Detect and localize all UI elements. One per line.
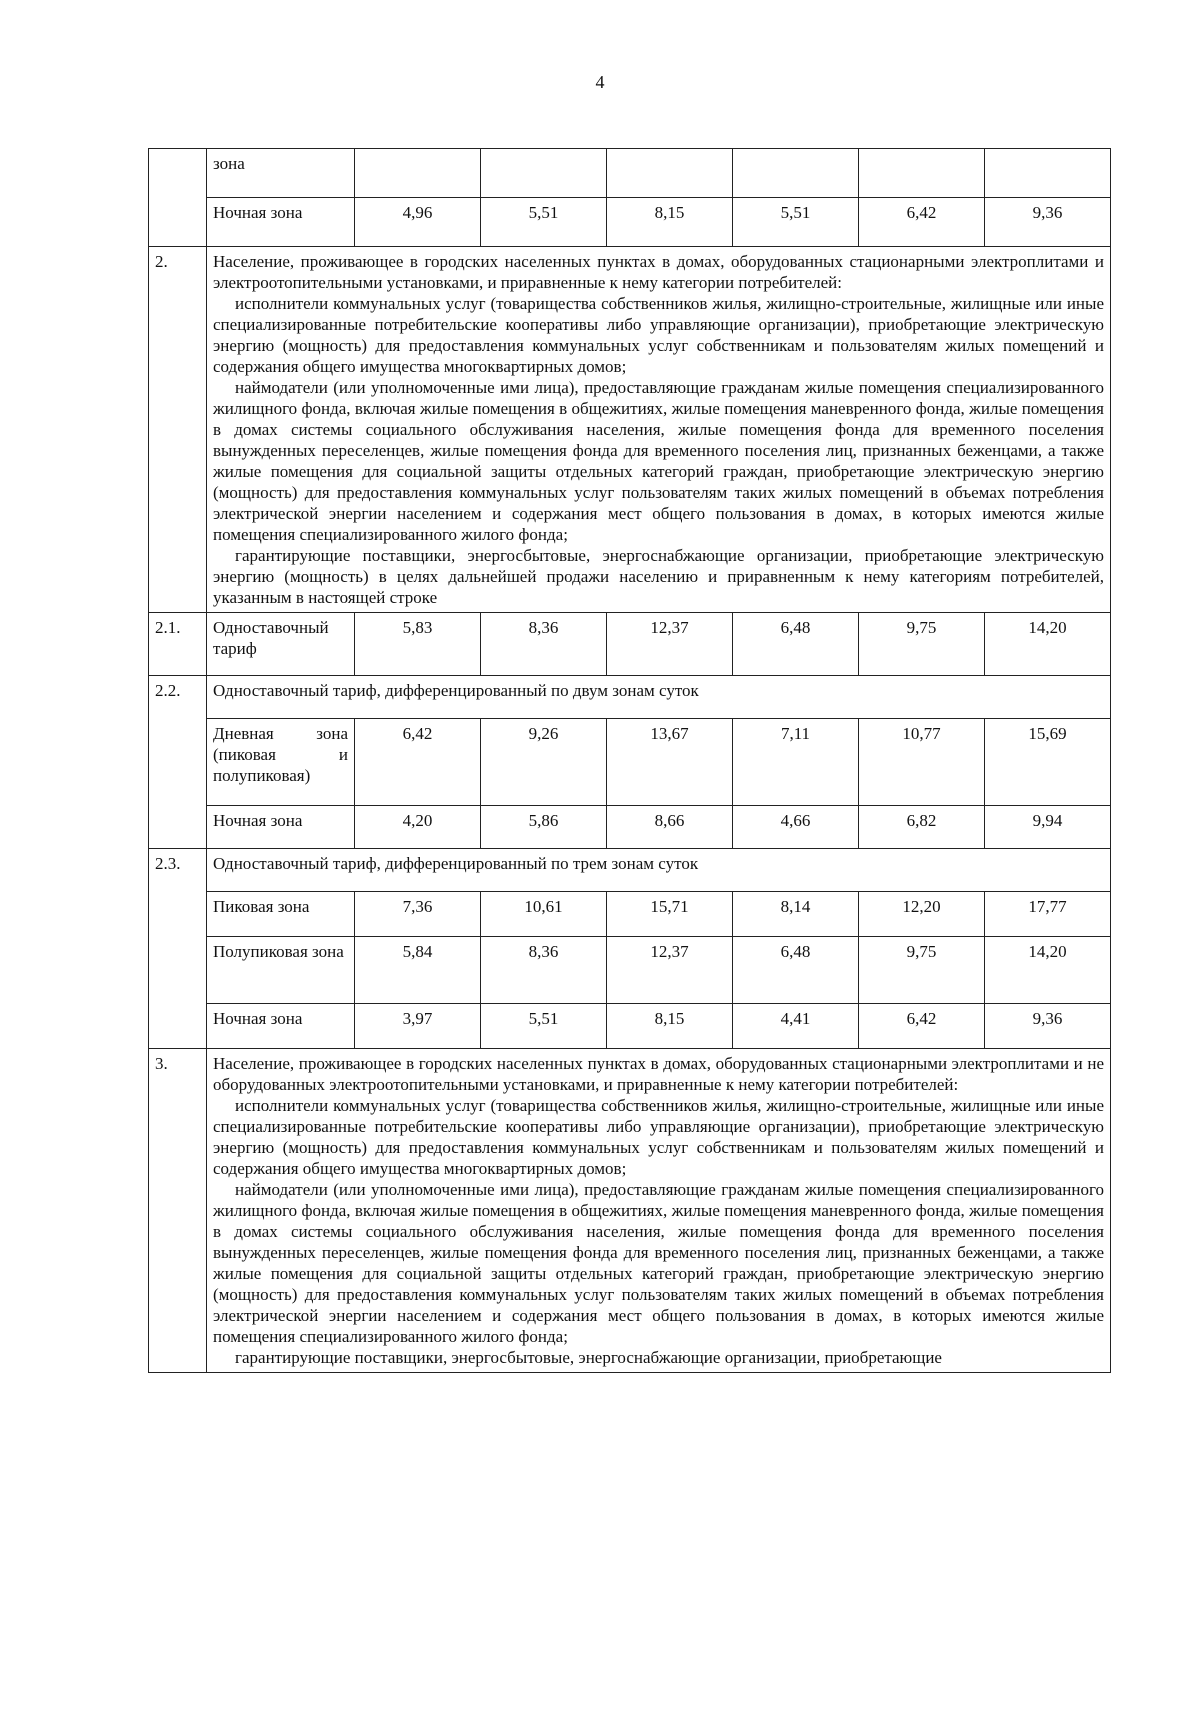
value-cell: 9,36 bbox=[985, 1004, 1111, 1049]
zone-label: Ночная зона bbox=[207, 806, 355, 849]
description-paragraph: наймодатели (или уполномоченные ими лица), предоставляющие гражданам жилые помещения специализированного жилищного фонда, включая жилые помещения в общежитиях, жилые помещения маневренного фонда, жилые помещения в домах системы социального обслуживания населения, жилые помещения фонда для временного поселения вынужденных переселенцев, жилые помещения фонда для временного поселения лиц, признанных беженцами, а также жилые помещения для социальной защиты отдельных категорий граждан, приобретающие электрическую энергию (мощность) для предоставления коммунальных услуг пользователям таких жилых помещений в объемах потребления электрической энергии населением и содержания мест общего пользования в домах, в которых имеются жилые помещения специализированного жилого фонда; bbox=[213, 378, 1104, 544]
table-row bbox=[149, 247, 1111, 613]
value-cell: 14,20 bbox=[985, 937, 1111, 1004]
table-row bbox=[149, 676, 1111, 719]
table-row bbox=[149, 1004, 1111, 1049]
row-number: 2. bbox=[149, 247, 207, 613]
value-cell bbox=[985, 149, 1111, 198]
value-cell: 4,96 bbox=[355, 198, 481, 247]
value-cell: 12,37 bbox=[607, 937, 733, 1004]
zone-label: Пиковая зона bbox=[207, 892, 355, 937]
value-cell: 6,48 bbox=[733, 937, 859, 1004]
value-cell bbox=[481, 149, 607, 198]
value-cell: 9,36 bbox=[985, 198, 1111, 247]
value-cell: 9,75 bbox=[859, 937, 985, 1004]
section-description bbox=[207, 1049, 1111, 1373]
description-paragraph: гарантирующие поставщики, энергосбытовые, энергоснабжающие организации, приобретающие bbox=[235, 1348, 942, 1367]
value-cell: 8,66 bbox=[607, 806, 733, 849]
value-cell: 8,15 bbox=[607, 1004, 733, 1049]
value-cell: 9,94 bbox=[985, 806, 1111, 849]
value-cell: 6,42 bbox=[859, 198, 985, 247]
value-cell: 14,20 bbox=[985, 613, 1111, 676]
page-number: 4 bbox=[595, 72, 605, 92]
tariff-table bbox=[148, 148, 1111, 1373]
value-cell: 6,48 bbox=[733, 613, 859, 676]
tariff-label: Одноставочный тариф bbox=[207, 613, 355, 676]
table-row bbox=[149, 198, 1111, 247]
value-cell: 6,82 bbox=[859, 806, 985, 849]
subsection-heading: Одноставочный тариф, дифференцированный по трем зонам суток bbox=[207, 849, 1111, 892]
value-cell: 5,83 bbox=[355, 613, 481, 676]
value-cell: 17,77 bbox=[985, 892, 1111, 937]
value-cell bbox=[607, 149, 733, 198]
description-paragraph: Население, проживающее в городских населенных пунктах в домах, оборудованных стационарными электроплитами и электроотопительными установками, и приравненные к нему категории потребителей: bbox=[213, 252, 1104, 292]
description-paragraph: наймодатели (или уполномоченные ими лица), предоставляющие гражданам жилые помещения специализированного жилищного фонда, включая жилые помещения в общежитиях, жилые помещения маневренного фонда, жилые помещения в домах системы социального обслуживания населения, жилые помещения фонда для временного поселения вынужденных переселенцев, жилые помещения фонда для временного поселения лиц, признанных беженцами, а также жилые помещения для социальной защиты отдельных категорий граждан, приобретающие электрическую энергию (мощность) для предоставления коммунальных услуг пользователям таких жилых помещений в объемах потребления электрической энергии населением и содержания мест общего пользования в домах, в которых имеются жилые помещения специализированного жилого фонда; bbox=[213, 1180, 1104, 1346]
value-cell: 7,36 bbox=[355, 892, 481, 937]
description-paragraph: Население, проживающее в городских населенных пунктах в домах, оборудованных стационарными электроплитами и не оборудованных электроотопительными установками, и приравненные к нему категории потребителей: bbox=[213, 1054, 1104, 1094]
table-row bbox=[149, 719, 1111, 806]
value-cell: 13,67 bbox=[607, 719, 733, 806]
description-paragraph: исполнители коммунальных услуг (товарищества собственников жилья, жилищно-строительные, жилищные или иные специализированные потребительские кооперативы либо управляющие организации), приобретающие электрическую энергию (мощность) для предоставления коммунальных услуг собственникам и пользователям жилых помещений и содержания общего имущества многоквартирных домов; bbox=[213, 1096, 1104, 1178]
subsection-heading: Одноставочный тариф, дифференцированный по двум зонам суток bbox=[207, 676, 1111, 719]
value-cell: 5,51 bbox=[481, 1004, 607, 1049]
number-cell bbox=[149, 149, 207, 247]
value-cell: 8,14 bbox=[733, 892, 859, 937]
value-cell: 3,97 bbox=[355, 1004, 481, 1049]
value-cell bbox=[859, 149, 985, 198]
value-cell: 5,86 bbox=[481, 806, 607, 849]
value-cell: 6,42 bbox=[859, 1004, 985, 1049]
value-cell: 9,26 bbox=[481, 719, 607, 806]
value-cell: 8,36 bbox=[481, 613, 607, 676]
value-cell: 12,37 bbox=[607, 613, 733, 676]
value-cell: 10,77 bbox=[859, 719, 985, 806]
value-cell: 8,15 bbox=[607, 198, 733, 247]
value-cell bbox=[355, 149, 481, 198]
value-cell: 4,66 bbox=[733, 806, 859, 849]
description-paragraph: исполнители коммунальных услуг (товарищества собственников жилья, жилищно-строительные, жилищные или иные специализированные потребительские кооперативы либо управляющие организации), приобретающие электрическую энергию (мощность) для предоставления коммунальных услуг собственникам и пользователям жилых помещений и содержания общего имущества многоквартирных домов; bbox=[213, 294, 1104, 376]
value-cell: 4,20 bbox=[355, 806, 481, 849]
row-number: 2.3. bbox=[149, 849, 207, 1049]
value-cell: 10,61 bbox=[481, 892, 607, 937]
row-number: 3. bbox=[149, 1049, 207, 1373]
table-row bbox=[149, 149, 1111, 198]
zone-label: Дневная зона (пиковая и полупиковая) bbox=[207, 719, 355, 806]
row-number: 2.2. bbox=[149, 676, 207, 849]
value-cell: 15,71 bbox=[607, 892, 733, 937]
table-row bbox=[149, 1049, 1111, 1373]
value-cell: 6,42 bbox=[355, 719, 481, 806]
zone-label: Полупиковая зона bbox=[207, 937, 355, 1004]
zone-label: Ночная зона bbox=[207, 1004, 355, 1049]
table-row bbox=[149, 613, 1111, 676]
table-row bbox=[149, 806, 1111, 849]
value-cell: 12,20 bbox=[859, 892, 985, 937]
table-row bbox=[149, 849, 1111, 892]
table-row bbox=[149, 937, 1111, 1004]
value-cell: 15,69 bbox=[985, 719, 1111, 806]
value-cell: 5,84 bbox=[355, 937, 481, 1004]
value-cell: 5,51 bbox=[481, 198, 607, 247]
value-cell: 7,11 bbox=[733, 719, 859, 806]
value-cell: 8,36 bbox=[481, 937, 607, 1004]
value-cell: 5,51 bbox=[733, 198, 859, 247]
zone-label: зона bbox=[207, 149, 355, 198]
value-cell bbox=[733, 149, 859, 198]
table-row bbox=[149, 892, 1111, 937]
row-number: 2.1. bbox=[149, 613, 207, 676]
value-cell: 4,41 bbox=[733, 1004, 859, 1049]
section-description bbox=[207, 247, 1111, 613]
description-paragraph: гарантирующие поставщики, энергосбытовые, энергоснабжающие организации, приобретающие электрическую энергию (мощность) в целях дальнейшей продажи населению и приравненным к нему категориям потребителей, указанным в настоящей строке bbox=[213, 546, 1104, 607]
value-cell: 9,75 bbox=[859, 613, 985, 676]
zone-label: Ночная зона bbox=[207, 198, 355, 247]
